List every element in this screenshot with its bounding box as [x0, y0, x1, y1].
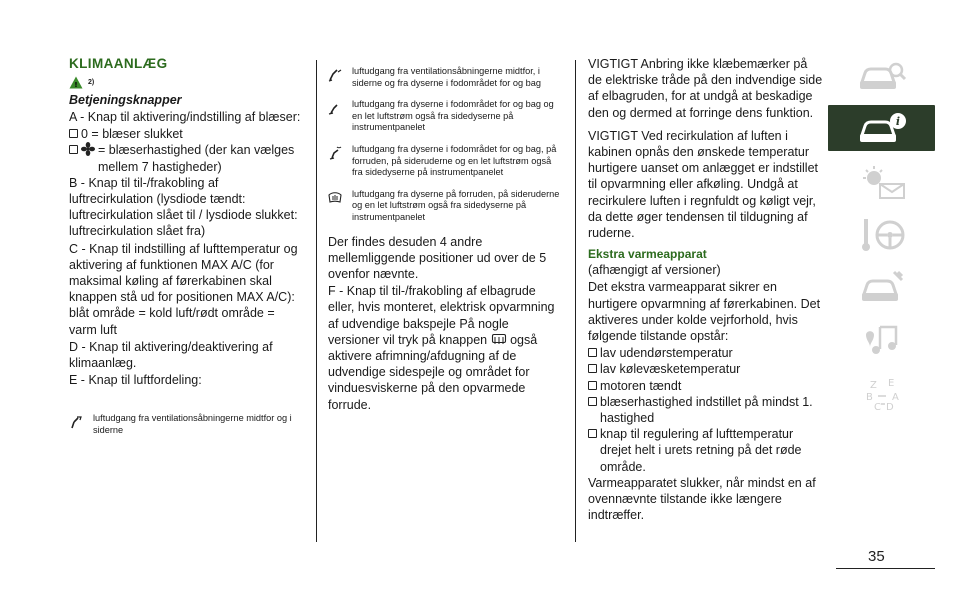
windshield-defrost-icon: [328, 191, 342, 205]
bullet-box-icon: [588, 348, 597, 357]
warning-light-icon: [854, 162, 910, 200]
warning-ref: 2): [88, 78, 95, 86]
bullet-box-icon: [588, 381, 597, 390]
air-distribution-item: luftudgang fra dyserne på forruden, på sideruderne og en let luftstrøm også fra sidedyserne på instrumentpanelet: [328, 189, 560, 224]
section-title: KLIMAANLÆG: [69, 56, 168, 71]
important-2: VIGTIGT Ved recirkulation af luften i kabinen opnås den ønskede temperatur hurtigere uanset om anlægget er indstillet til opvarmning eller afkøling. Undgå at recirkulere luften i regnfuldt og køligt vejr, da dette øger tendensen til tildugning af ruderne.: [588, 128, 818, 241]
car-service-icon: [854, 268, 910, 306]
bullet-box-icon: [69, 145, 78, 154]
rear-defrost-icon: [491, 333, 507, 345]
svg-text:C: C: [873, 402, 881, 412]
music-nav-icon: [854, 321, 910, 359]
paragraph-d: D - Knap til aktivering/deaktivering af klimaanlæg.: [69, 339, 273, 371]
heater-condition: motoren tændt: [588, 378, 824, 394]
column-divider: [575, 60, 576, 542]
bullet-box-icon: [588, 429, 597, 438]
heater-intro: Det ekstra varmeapparat sikrer en hurtigere opvarmning af førerkabinen. Det aktiveres under kolde vejrforhold, hvis følgende tilstande opstår:: [588, 280, 821, 344]
car-info-icon: [854, 109, 910, 147]
paragraph-c: C - Knap til indstilling af lufttemperatur og aktivering af funktionen MAX A/C (for maksimal køling af førerkabinen skal knappen stå ud for positionen MAX A/C): blåt område = kold luft/rødt område = varm luft: [69, 241, 298, 337]
paragraph-e: E - Knap til luftfordeling:: [69, 373, 202, 388]
svg-text:A: A: [891, 392, 899, 403]
tab-alphabet-index[interactable]: [828, 370, 935, 416]
paragraph-b: B - Knap til til-/frakobling af luftrecirkulation (lysdiode tændt: luftrecirkulation slået til / lysdiode slukket: luftrecirkulation slået fra): [69, 175, 298, 239]
svg-text:E: E: [887, 378, 894, 389]
air-distribution-item: luftudgang fra ventilationsåbningerne midtfor og i siderne: [69, 413, 301, 436]
air-face-feet-icon: [328, 68, 342, 82]
air-distribution-item: luftudgang fra dyserne i fodområdet for og bag, på forruden, på sideruderne og en let luftstrøm også fra sidedyserne på instrumentpanelet: [328, 144, 560, 179]
important-1: VIGTIGT Anbring ikke klæbemærker på de elektriske tråde på den indvendige side af elbagruden, for at undgå at beskadige den og dermed at forringe dens funktion.: [588, 57, 823, 120]
air-distribution-item: luftudgang fra ventilationsåbningerne midtfor, i siderne og fra dyserne i fodområdet for og bag: [328, 66, 560, 89]
warning-triangle-icon: [69, 76, 83, 89]
heater-condition: knap til regulering af lufttemperatur drejet helt i urets retning på det røde område.: [588, 426, 824, 475]
tab-music-nav[interactable]: [828, 317, 935, 363]
paragraph-positions: Der findes desuden 4 andre mellemliggende positioner ud over de 5 ovenfor nævnte.: [328, 234, 547, 281]
heater-condition: blæserhastighed indstillet på mindst 1. hastighed: [588, 394, 824, 426]
bullet-box-icon: [69, 129, 78, 138]
heater-condition: lav kølevæsketemperatur: [588, 361, 824, 377]
tab-safety[interactable]: [828, 211, 935, 257]
heater-versions: (afhængigt af versioner): [588, 263, 721, 278]
chapter-tabs: [828, 52, 935, 423]
warning-row: [69, 73, 301, 91]
tab-car-info[interactable]: [828, 105, 935, 151]
bullet-box-icon: [588, 364, 597, 373]
controls-heading: Betjeningsknapper: [69, 93, 182, 107]
tab-car-service[interactable]: [828, 264, 935, 310]
tab-warning-lights[interactable]: [828, 158, 935, 204]
svg-text:!: !: [74, 80, 78, 89]
column-divider: [316, 60, 317, 542]
column-2: [328, 66, 560, 414]
bullet-box-icon: [588, 397, 597, 406]
car-search-icon: [854, 56, 910, 94]
heater-condition: lav udendørstemperatur: [588, 345, 824, 361]
column-3: [588, 56, 824, 524]
svg-text:Z: Z: [869, 380, 877, 391]
air-feet-windshield-icon: [328, 146, 342, 160]
heater-outro: Varmeapparatet slukker, når mindst en af ovennævnte tilstande ikke længere indtræffer.: [588, 475, 816, 523]
bullet-fan-speed: = blæserhastighed (der kan vælges mellem 7 hastigheder): [69, 142, 301, 174]
heater-heading: Ekstra varmeapparat: [588, 247, 707, 262]
air-distribution-item: luftudgang fra dyserne i fodområdet for og bag og en let luftstrøm også fra sidedyserne på instrumentpanelet: [328, 99, 560, 134]
svg-text:D: D: [885, 402, 894, 412]
footer-rule: [836, 568, 935, 569]
svg-text:i: i: [895, 115, 900, 128]
page-number: 35: [868, 548, 885, 565]
paragraph-a: A - Knap til aktivering/indstilling af blæser:: [69, 110, 301, 124]
alphabet-index-icon: [854, 374, 910, 412]
tab-car-search[interactable]: [828, 52, 935, 98]
air-feet-icon: [328, 101, 342, 115]
air-face-icon: [69, 415, 83, 429]
paragraph-f: F - Knap til til-/frakobling af elbagrude eller, hvis monteret, elektrisk opvarmning af udvendige bakspejle På nogle versioner vil tryk på knappen også aktivere afrimning/afdugning af de udvendige sidespejle og området for vinduesviskerne på den opvarmede forrude.: [328, 284, 555, 412]
svg-text:B: B: [865, 392, 873, 403]
column-1: [69, 56, 301, 447]
bullet-fan-off: 0 = blæser slukket: [69, 126, 301, 142]
fan-icon: [81, 142, 95, 156]
tools-steering-icon: [854, 215, 910, 253]
